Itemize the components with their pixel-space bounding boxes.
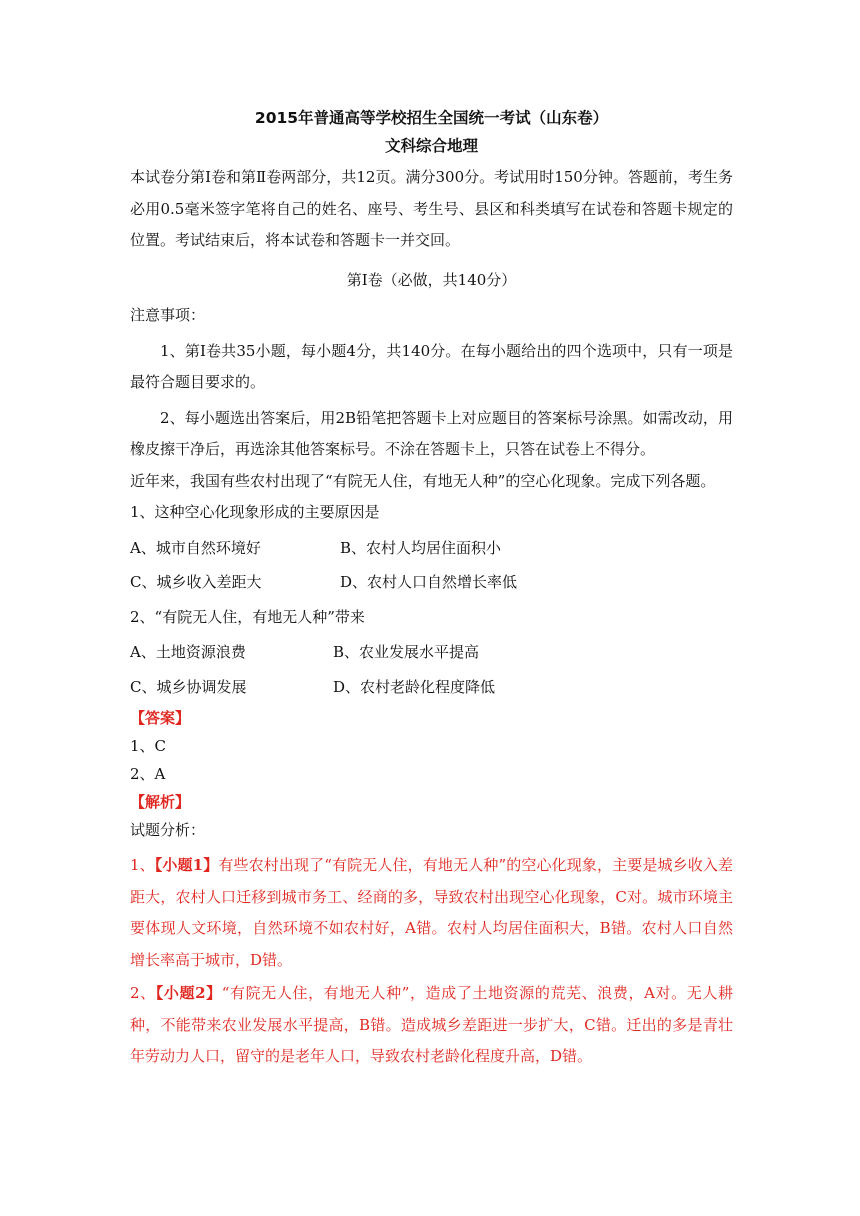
question-2-options-row-2 [130,670,733,705]
explanation-item-1-prefix: 1、 [130,856,155,874]
answer-line-2: 2、A [130,765,166,783]
explanation-item-1 [130,850,733,976]
section-heading: 第Ⅰ卷（必做，共140分） [346,270,517,289]
question-2-option-b: B、农业发展水平提高 [333,643,480,661]
document-content [130,104,733,1073]
question-1-options-row-1 [130,531,733,566]
question-2-option-d: D、农村老龄化程度降低 [333,677,496,696]
intro-paragraph: 本试卷分第Ⅰ卷和第Ⅱ卷两部分，共12页。满分300分。考试用时150分钟。答题前，考生务必用0.5毫米签字笔将自己的姓名、座号、考生号、县区和科类填写在试卷和答题卡规定的位置。考试结束后，将本试卷和答题卡一并交回。 [130,168,733,249]
notice-item-1: 1、第Ⅰ卷共35小题，每小题4分，共140分。在每小题给出的四个选项中，只有一项是最符合题目要求的。 [130,341,733,391]
explanation-item-2-tag: 【小题2】 [155,984,222,1002]
notice-heading: 注意事项： [130,306,206,324]
question-1-option-a: A、城市自然环境好 [130,538,261,557]
notice-item-2: 2、每小题选出答案后，用2B铅笔把答题卡上对应题目的答案标号涂黑。如需改动，用橡皮擦干净后，再选涂其他答案标号。不涂在答题卡上，只答在试卷上不得分。 [130,408,733,458]
explanation-item-2-text: “有院无人住，有地无人种”，造成了土地资源的荒芜、浪费，A对。无人耕种，不能带来农业发展水平提高，B错。造成城乡差距进一步扩大，C错。迁出的多是青壮年劳动力人口，留守的是老年人口，导致农村老龄化程度升高，D错。 [130,984,733,1065]
answer-line-1: 1、C [130,737,167,755]
explanation-item-1-tag: 【小题1】 [154,856,219,874]
question-1-option-b: B、农村人均居住面积小 [340,538,502,557]
explanation-item-1-text: 有些农村出现了“有院无人住，有地无人种”的空心化现象，主要是城乡收入差距大，农村人口迁移到城市务工、经商的多，导致农村出现空心化现象，C对。城市环境主要体现人文环境，自然环境不如农村好，A错。农村人均居住面积大，B错。农村人口自然增长率高于城市，D错。 [130,856,734,969]
question-1-option-d: D、农村人口自然增长率低 [340,573,518,591]
exam-title: 2015年普通高等学校招生全国统一考试（山东卷） [254,109,609,127]
explanation-item-2 [130,978,733,1073]
explanation-item-2-prefix: 2、 [130,984,156,1002]
explanation-label: 试题分析： [130,821,206,839]
question-1-option-c: C、城乡收入差距大 [130,573,262,591]
question-1-stem: 1、这种空心化现象形成的主要原因是 [130,503,380,521]
question-1-options-row-2 [130,565,733,600]
exam-subtitle: 文科综合地理 [384,137,478,155]
answer-heading: 【答案】 [130,709,191,727]
question-2-stem: 2、“有院无人住，有地无人种”带来 [130,607,365,626]
question-2-options-row-1 [130,635,733,670]
question-2-option-a: A、土地资源浪费 [130,643,246,661]
question-passage: 近年来，我国有些农村出现了“有院无人住，有地无人种”的空心化现象。完成下列各题。 [130,471,716,490]
question-2-option-c: C、城乡协调发展 [130,677,247,696]
explanation-heading: 【解析】 [130,793,191,811]
